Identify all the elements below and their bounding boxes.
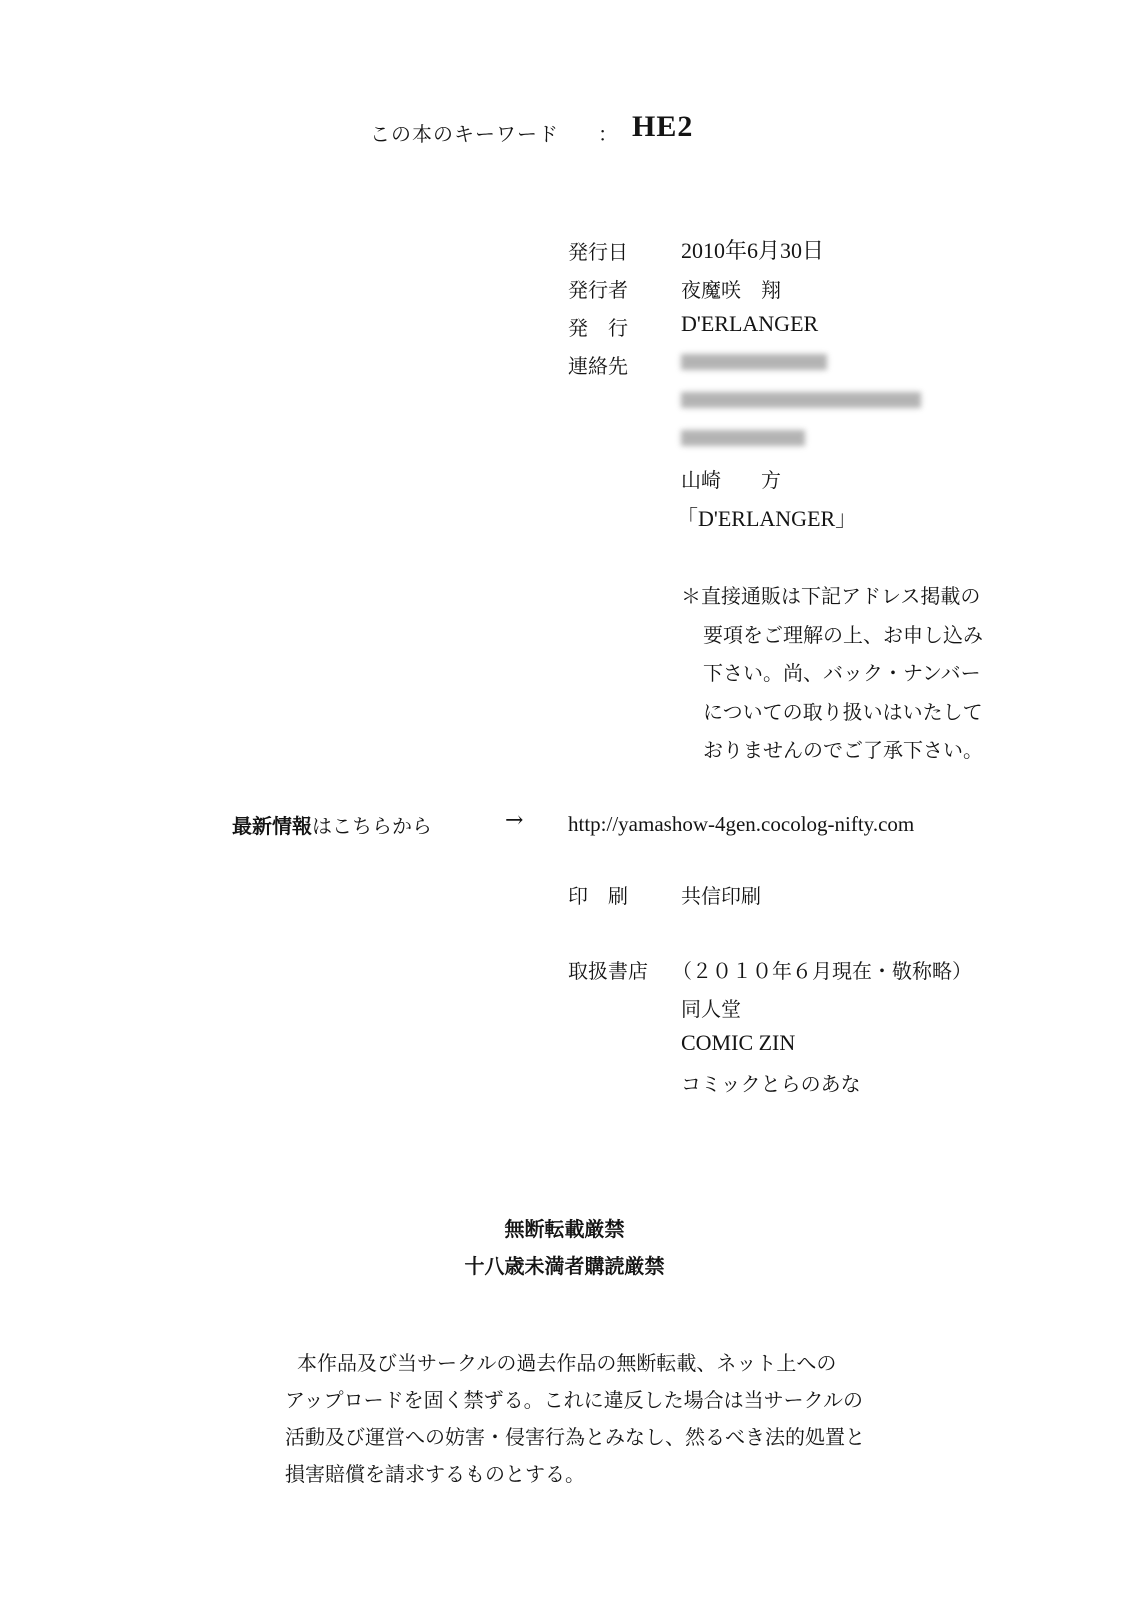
- no-reprint-notice: 無断転載厳禁: [504, 1217, 625, 1241]
- redacted-postal-code: [681, 354, 827, 370]
- issue-date-label: 発行日: [568, 240, 628, 264]
- paragraph-line: 損害賠償を請求するものとする。: [285, 1462, 585, 1486]
- website-url[interactable]: http://yamashow-4gen.cocolog-nifty.com: [568, 812, 915, 836]
- store-item: 同人堂: [681, 997, 741, 1021]
- keyword-colon: ：: [598, 122, 618, 146]
- age-restriction-notice: 十八歳未満者購読厳禁: [464, 1254, 665, 1278]
- note-line: ＊直接通販は下記アドレス掲載の: [681, 584, 981, 608]
- store-item: COMIC ZIN: [681, 1030, 796, 1055]
- contact-label: 連絡先: [568, 354, 628, 378]
- issuer-label: 発 行: [568, 316, 628, 340]
- paragraph-line: 本作品及び当サークルの過去作品の無断転載、ネット上への: [297, 1351, 837, 1375]
- note-line: 下さい。尚、バック・ナンバー: [703, 661, 981, 685]
- paragraph-line: アップロードを固く禁ずる。これに違反した場合は当サークルの: [285, 1388, 863, 1412]
- stores-note: （２０１０年６月現在・敬称略）: [672, 959, 972, 983]
- latest-info-bold: 最新情報: [232, 814, 312, 838]
- publisher-label: 発行者: [568, 278, 628, 302]
- note-line: についての取り扱いはいたして: [703, 699, 983, 724]
- keyword-value: HE2: [632, 110, 694, 143]
- issue-date-value: 2010年6月30日: [681, 238, 825, 263]
- redacted-address-line: [681, 392, 921, 408]
- keyword-label: この本のキーワード: [370, 122, 559, 146]
- mail-order-note: [681, 577, 983, 770]
- latest-info-rest: はこちらから: [312, 814, 432, 838]
- note-line: 要項をご理解の上、お申し込み: [703, 622, 983, 647]
- right-arrow-icon: →: [505, 808, 524, 833]
- issuer-value: D'ERLANGER: [681, 311, 819, 336]
- publisher-value: 夜魔咲 翔: [681, 278, 781, 302]
- paragraph-line: 活動及び運営への妨害・侵害行為とみなし、然るべき法的処置と: [285, 1425, 865, 1449]
- note-line: おりませんのでご了承下さい。: [703, 738, 983, 762]
- legal-paragraph: [285, 1345, 865, 1493]
- printing-label: 印 刷: [568, 884, 628, 908]
- printing-value: 共信印刷: [681, 884, 761, 908]
- contact-name: 山崎 方: [681, 468, 781, 492]
- latest-info-label: [232, 810, 432, 839]
- redacted-address-number: [681, 430, 805, 446]
- store-item: コミックとらのあな: [681, 1072, 861, 1096]
- contact-circle: 「D'ERLANGER」: [676, 506, 858, 531]
- stores-label: 取扱書店: [568, 959, 648, 983]
